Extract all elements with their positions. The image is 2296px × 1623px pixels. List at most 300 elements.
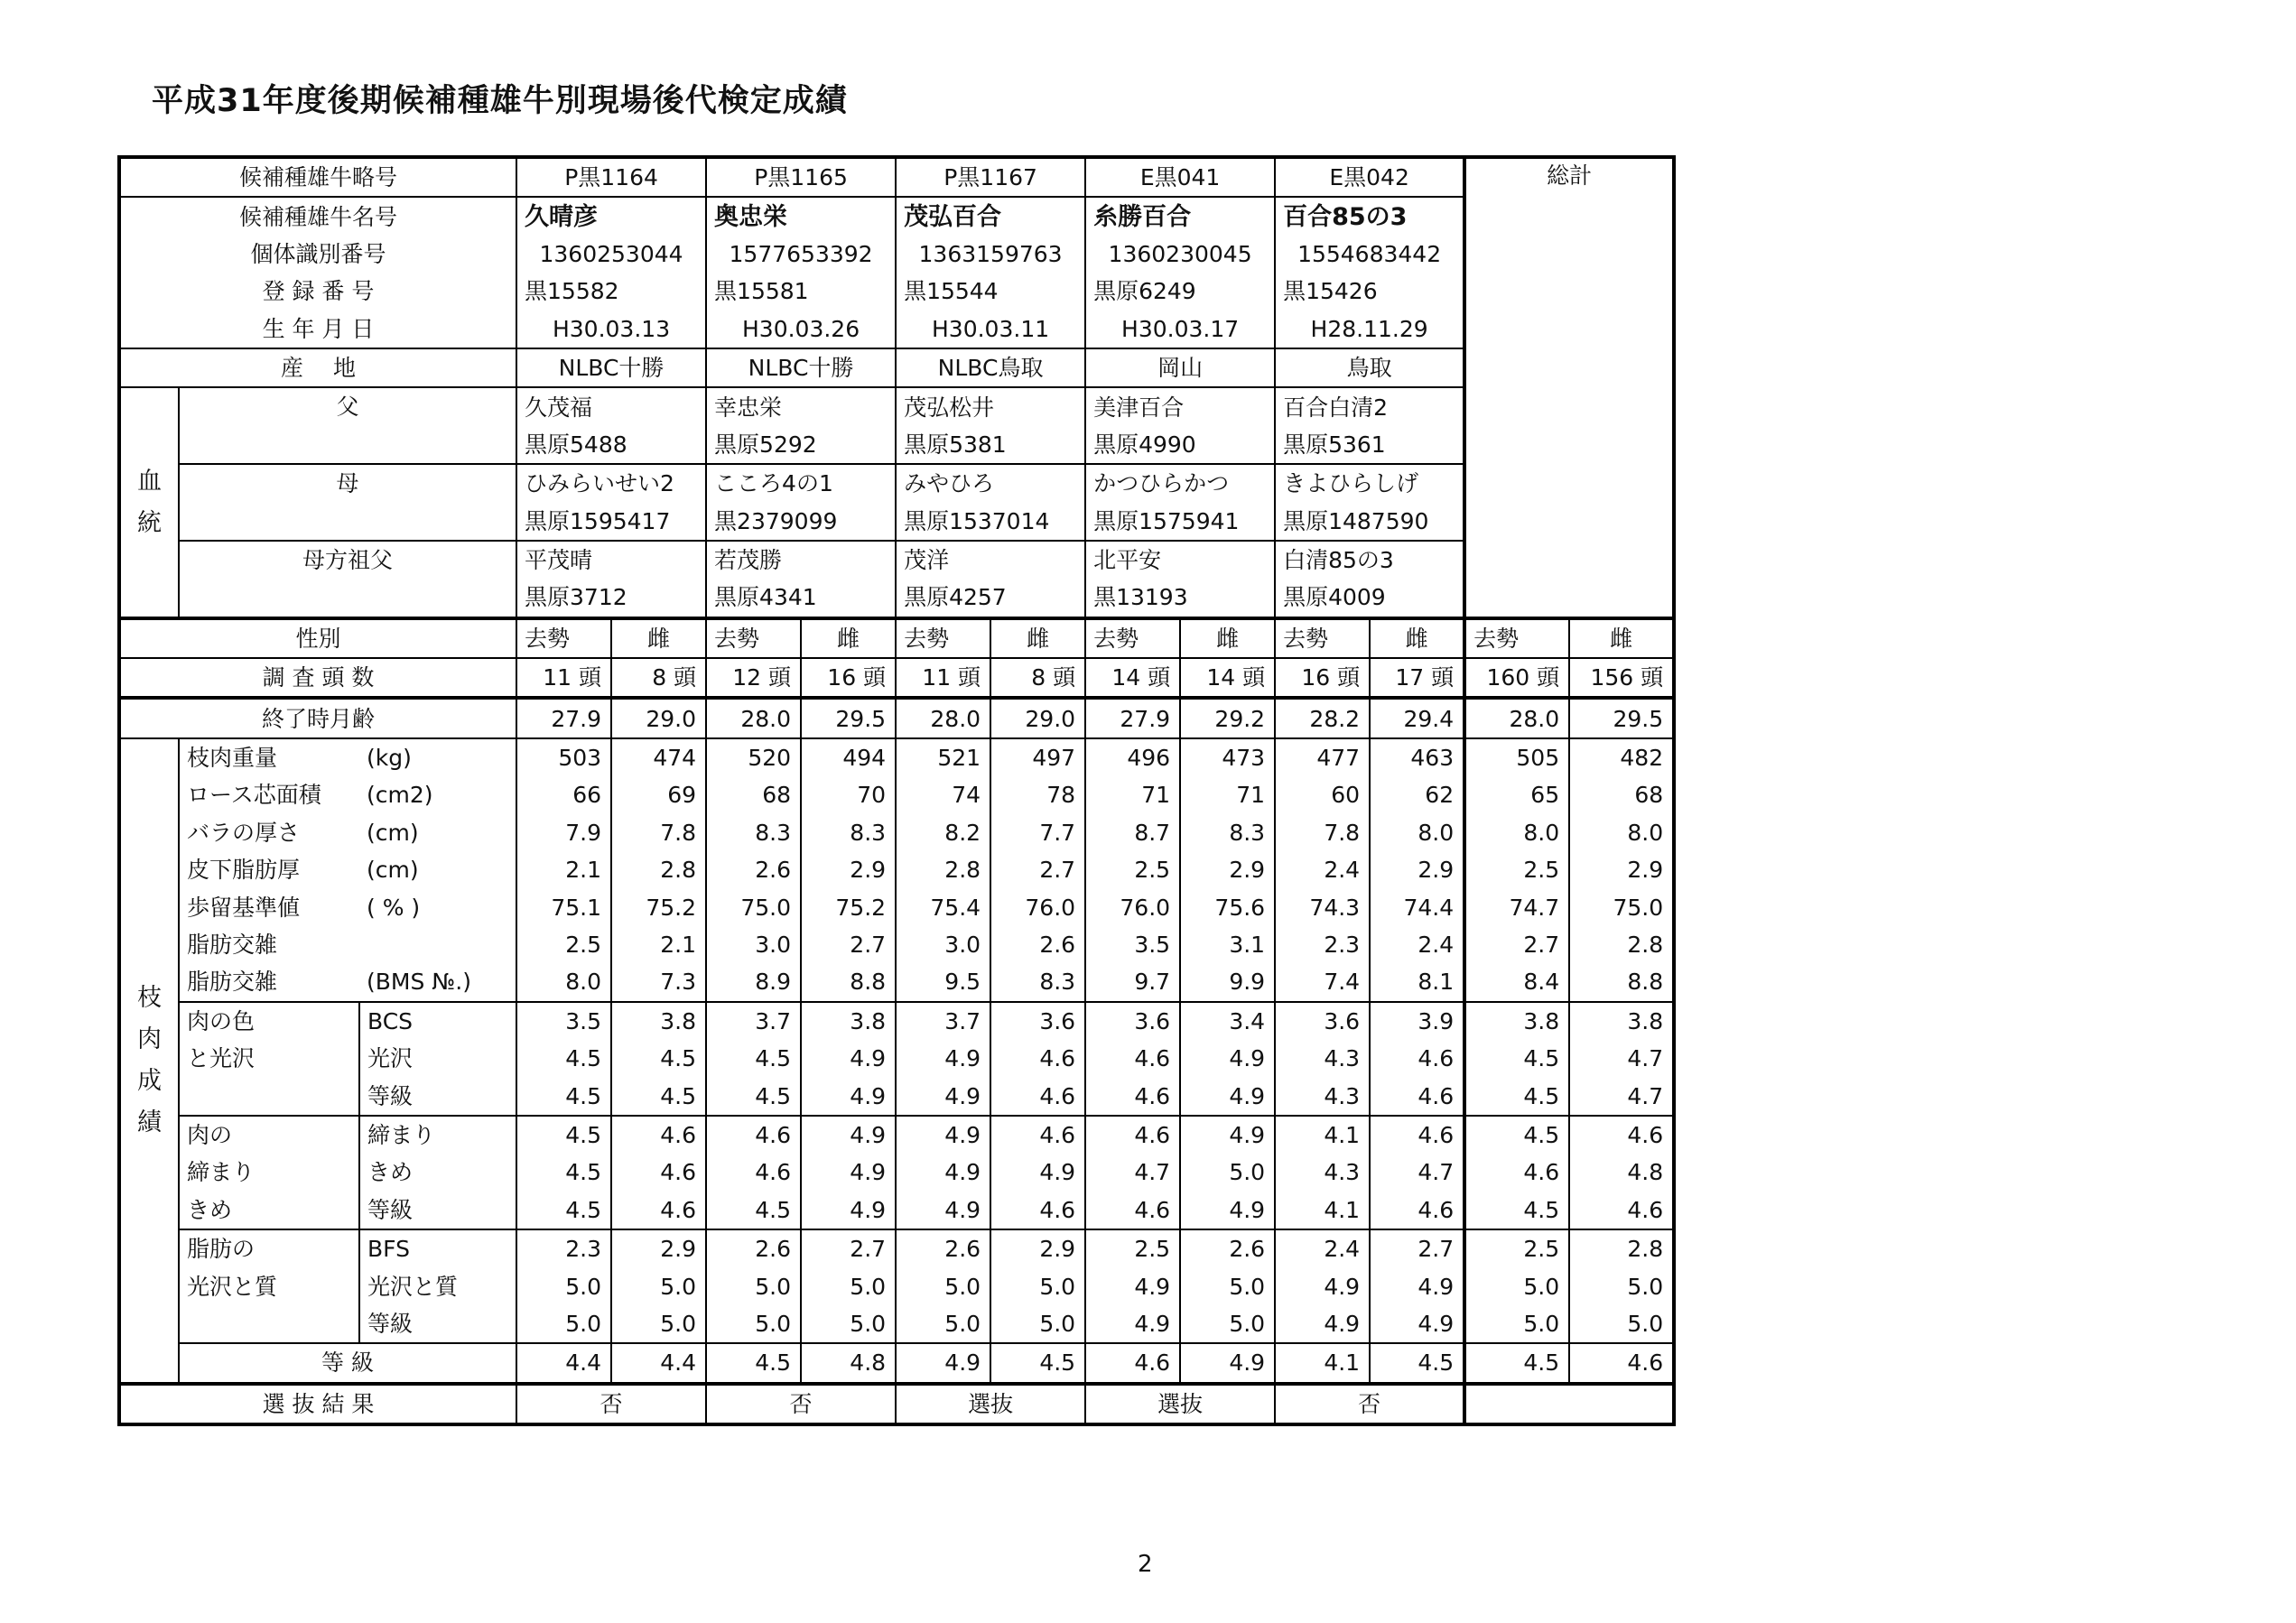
bull-mother: ひみらいせい2 bbox=[516, 464, 706, 502]
grade-overall-value: 4.4 bbox=[611, 1343, 706, 1383]
carcass-value: 68 bbox=[706, 776, 801, 813]
grade-group-label: 締まり bbox=[179, 1154, 359, 1191]
carcass-value: 9.5 bbox=[896, 963, 990, 1001]
grade-value: 3.8 bbox=[611, 1002, 706, 1040]
grade-value: 4.9 bbox=[896, 1040, 990, 1077]
grade-value: 4.5 bbox=[706, 1192, 801, 1229]
carcass-item-label: バラの厚さ bbox=[179, 814, 359, 851]
grade-value: 4.6 bbox=[1085, 1040, 1180, 1077]
carcass-value: 463 bbox=[1370, 738, 1464, 776]
grade-value: 4.9 bbox=[1370, 1267, 1464, 1304]
grade-value: 5.0 bbox=[1180, 1305, 1275, 1343]
bull-father: 幸忠栄 bbox=[706, 387, 896, 425]
grade-value: 4.5 bbox=[1464, 1116, 1569, 1154]
count-heifer: 14 頭 bbox=[1180, 658, 1275, 698]
bull-gfather_reg: 黒原4341 bbox=[706, 579, 896, 617]
grade-group-label bbox=[179, 1077, 359, 1115]
sex-heifer: 雌 bbox=[611, 618, 706, 658]
lineage-father-label: 父 bbox=[179, 387, 516, 464]
grade-value: 3.8 bbox=[1464, 1002, 1569, 1040]
grade-value: 4.5 bbox=[516, 1192, 611, 1229]
carcass-value: 8.3 bbox=[801, 814, 896, 851]
grade-sub-label: きめ bbox=[359, 1154, 516, 1191]
sex-castrated: 去勢 bbox=[1275, 618, 1370, 658]
carcass-value: 75.2 bbox=[611, 888, 706, 925]
sex-heifer: 雌 bbox=[1180, 618, 1275, 658]
grade-group-label: 肉の色 bbox=[179, 1002, 359, 1040]
bull-gfather_reg: 黒原4257 bbox=[896, 579, 1085, 617]
bull-father: 百合白清2 bbox=[1275, 387, 1464, 425]
grade-value: 4.7 bbox=[1085, 1154, 1180, 1191]
carcass-value: 2.9 bbox=[1370, 851, 1464, 888]
grade-value: 3.5 bbox=[516, 1002, 611, 1040]
bull-reg: 黒15582 bbox=[516, 273, 706, 310]
carcass-value: 8.0 bbox=[1464, 814, 1569, 851]
grade-value: 4.6 bbox=[706, 1116, 801, 1154]
bull-abbrev: E黒042 bbox=[1275, 157, 1464, 197]
grade-value: 3.6 bbox=[1085, 1002, 1180, 1040]
carcass-item-unit: (kg) bbox=[359, 738, 516, 776]
carcass-value: 7.9 bbox=[516, 814, 611, 851]
bull-gfather: 茂洋 bbox=[896, 541, 1085, 579]
carcass-value: 2.6 bbox=[706, 851, 801, 888]
grade-value: 4.6 bbox=[1569, 1116, 1674, 1154]
grade-value: 5.0 bbox=[1464, 1305, 1569, 1343]
grade-value: 4.6 bbox=[1370, 1116, 1464, 1154]
bull-name: 糸勝百合 bbox=[1085, 197, 1275, 235]
grade-sub-label: 締まり bbox=[359, 1116, 516, 1154]
label-count: 調 査 頭 数 bbox=[119, 658, 516, 698]
sex-castrated: 去勢 bbox=[896, 618, 990, 658]
carcass-value: 2.8 bbox=[1569, 926, 1674, 963]
count-castrated: 11 頭 bbox=[516, 658, 611, 698]
grade-value: 4.1 bbox=[1275, 1116, 1370, 1154]
grade-value: 4.6 bbox=[990, 1040, 1085, 1077]
grade-sub-label: 等級 bbox=[359, 1192, 516, 1229]
grade-value: 4.5 bbox=[1464, 1040, 1569, 1077]
label-id: 個体識別番号 bbox=[119, 236, 516, 273]
grade-group-label: 脂肪の bbox=[179, 1229, 359, 1267]
grade-value: 2.7 bbox=[801, 1229, 896, 1267]
grade-value: 4.9 bbox=[1085, 1305, 1180, 1343]
grade-value: 2.9 bbox=[611, 1229, 706, 1267]
grade-value: 4.5 bbox=[1464, 1192, 1569, 1229]
label-sex: 性別 bbox=[119, 618, 516, 658]
carcass-value: 75.2 bbox=[801, 888, 896, 925]
carcass-value: 3.1 bbox=[1180, 926, 1275, 963]
grade-value: 2.6 bbox=[1180, 1229, 1275, 1267]
page-number: 2 bbox=[1138, 1551, 1153, 1578]
bull-mother_reg: 黒原1537014 bbox=[896, 503, 1085, 541]
grade-sub-label: BCS bbox=[359, 1002, 516, 1040]
grade-value: 5.0 bbox=[801, 1267, 896, 1304]
grade-overall-value: 4.9 bbox=[1180, 1343, 1275, 1383]
label-abbrev: 候補種雄牛略号 bbox=[119, 157, 516, 197]
carcass-value: 2.1 bbox=[516, 851, 611, 888]
grade-value: 2.7 bbox=[1370, 1229, 1464, 1267]
carcass-value: 2.1 bbox=[611, 926, 706, 963]
carcass-value: 473 bbox=[1180, 738, 1275, 776]
bull-name: 久晴彦 bbox=[516, 197, 706, 235]
grade-value: 4.9 bbox=[801, 1154, 896, 1191]
bull-mother_reg: 黒原1595417 bbox=[516, 503, 706, 541]
grade-value: 2.6 bbox=[706, 1229, 801, 1267]
carcass-value: 8.0 bbox=[516, 963, 611, 1001]
grade-value: 5.0 bbox=[1464, 1267, 1569, 1304]
grade-value: 4.9 bbox=[896, 1154, 990, 1191]
age-heifer: 29.4 bbox=[1370, 698, 1464, 737]
carcass-value: 65 bbox=[1464, 776, 1569, 813]
grade-value: 3.4 bbox=[1180, 1002, 1275, 1040]
carcass-value: 74.7 bbox=[1464, 888, 1569, 925]
carcass-item-label: 皮下脂肪厚 bbox=[179, 851, 359, 888]
lineage-label-char: 統 bbox=[137, 508, 162, 537]
count-castrated-total: 160 頭 bbox=[1464, 658, 1569, 698]
grade-value: 4.6 bbox=[1370, 1192, 1464, 1229]
grade-group-label: と光沢 bbox=[179, 1040, 359, 1077]
bull-reg: 黒15581 bbox=[706, 273, 896, 310]
grade-value: 4.6 bbox=[1085, 1192, 1180, 1229]
carcass-value: 9.9 bbox=[1180, 963, 1275, 1001]
carcass-value: 8.8 bbox=[801, 963, 896, 1001]
age-castrated: 27.9 bbox=[516, 698, 611, 737]
grade-value: 3.9 bbox=[1370, 1002, 1464, 1040]
carcass-value: 74.4 bbox=[1370, 888, 1464, 925]
grade-value: 5.0 bbox=[1569, 1305, 1674, 1343]
carcass-value: 2.9 bbox=[801, 851, 896, 888]
grade-value: 4.1 bbox=[1275, 1192, 1370, 1229]
sex-castrated: 去勢 bbox=[1085, 618, 1180, 658]
grade-group-label: きめ bbox=[179, 1192, 359, 1229]
count-castrated: 14 頭 bbox=[1085, 658, 1180, 698]
carcass-value: 8.7 bbox=[1085, 814, 1180, 851]
carcass-value: 2.6 bbox=[990, 926, 1085, 963]
count-heifer: 16 頭 bbox=[801, 658, 896, 698]
grade-value: 4.7 bbox=[1569, 1040, 1674, 1077]
grade-value: 4.7 bbox=[1569, 1077, 1674, 1115]
bull-mother: こころ4の1 bbox=[706, 464, 896, 502]
selection-result: 否 bbox=[706, 1384, 896, 1424]
carcass-value: 2.8 bbox=[611, 851, 706, 888]
carcass-value: 75.4 bbox=[896, 888, 990, 925]
grade-value: 2.3 bbox=[516, 1229, 611, 1267]
grade-value: 5.0 bbox=[896, 1267, 990, 1304]
grade-value: 4.9 bbox=[801, 1116, 896, 1154]
grade-value: 4.9 bbox=[1180, 1192, 1275, 1229]
grade-value: 3.7 bbox=[896, 1002, 990, 1040]
total-header: 総計 bbox=[1464, 157, 1674, 618]
lineage-gfather-label: 母方祖父 bbox=[179, 541, 516, 618]
carcass-value: 2.5 bbox=[1464, 851, 1569, 888]
carcass-side-char: 枝 bbox=[137, 983, 162, 1012]
grade-value: 4.6 bbox=[1370, 1077, 1464, 1115]
grade-value: 5.0 bbox=[611, 1267, 706, 1304]
sex-castrated: 去勢 bbox=[516, 618, 611, 658]
carcass-value: 8.3 bbox=[706, 814, 801, 851]
grade-value: 3.8 bbox=[801, 1002, 896, 1040]
sex-heifer: 雌 bbox=[1569, 618, 1674, 658]
carcass-value: 76.0 bbox=[990, 888, 1085, 925]
grade-value: 3.8 bbox=[1569, 1002, 1674, 1040]
age-heifer: 29.2 bbox=[1180, 698, 1275, 737]
grade-value: 4.9 bbox=[1180, 1040, 1275, 1077]
bull-origin: NLBC十勝 bbox=[706, 348, 896, 387]
grade-value: 4.9 bbox=[896, 1192, 990, 1229]
carcass-value: 60 bbox=[1275, 776, 1370, 813]
bull-gfather_reg: 黒13193 bbox=[1085, 579, 1275, 617]
bull-father_reg: 黒原5381 bbox=[896, 426, 1085, 464]
carcass-value: 520 bbox=[706, 738, 801, 776]
bull-reg: 黒15544 bbox=[896, 273, 1085, 310]
selection-result: 否 bbox=[1275, 1384, 1464, 1424]
carcass-value: 477 bbox=[1275, 738, 1370, 776]
bull-mother: きよひらしげ bbox=[1275, 464, 1464, 502]
count-castrated: 16 頭 bbox=[1275, 658, 1370, 698]
bull-father_reg: 黒原5292 bbox=[706, 426, 896, 464]
selection-result: 選抜 bbox=[896, 1384, 1085, 1424]
bull-abbrev: P黒1165 bbox=[706, 157, 896, 197]
grade-value: 4.5 bbox=[516, 1116, 611, 1154]
sex-heifer: 雌 bbox=[1370, 618, 1464, 658]
carcass-value: 2.5 bbox=[1085, 851, 1180, 888]
grade-value: 2.5 bbox=[1085, 1229, 1180, 1267]
carcass-value: 2.3 bbox=[1275, 926, 1370, 963]
carcass-value: 7.3 bbox=[611, 963, 706, 1001]
grade-group-label bbox=[179, 1305, 359, 1343]
bull-mother: かつひらかつ bbox=[1085, 464, 1275, 502]
carcass-value: 3.0 bbox=[896, 926, 990, 963]
grade-value: 5.0 bbox=[611, 1305, 706, 1343]
carcass-value: 78 bbox=[990, 776, 1085, 813]
age-castrated: 28.2 bbox=[1275, 698, 1370, 737]
grade-value: 4.9 bbox=[1275, 1305, 1370, 1343]
carcass-value: 71 bbox=[1180, 776, 1275, 813]
grade-value: 4.9 bbox=[896, 1116, 990, 1154]
grade-overall-value: 4.8 bbox=[801, 1343, 896, 1383]
grade-value: 4.6 bbox=[990, 1077, 1085, 1115]
label-grade: 等 級 bbox=[179, 1343, 516, 1383]
carcass-value: 75.0 bbox=[1569, 888, 1674, 925]
bull-mother: みやひろ bbox=[896, 464, 1085, 502]
carcass-value: 497 bbox=[990, 738, 1085, 776]
grade-value: 3.7 bbox=[706, 1002, 801, 1040]
bull-birth: H30.03.13 bbox=[516, 311, 706, 348]
carcass-value: 68 bbox=[1569, 776, 1674, 813]
carcass-value: 2.4 bbox=[1370, 926, 1464, 963]
carcass-value: 2.7 bbox=[1464, 926, 1569, 963]
age-heifer: 29.0 bbox=[611, 698, 706, 737]
carcass-value: 505 bbox=[1464, 738, 1569, 776]
bull-origin: NLBC十勝 bbox=[516, 348, 706, 387]
carcass-value: 76.0 bbox=[1085, 888, 1180, 925]
bull-father_reg: 黒原4990 bbox=[1085, 426, 1275, 464]
carcass-value: 8.3 bbox=[1180, 814, 1275, 851]
grade-value: 4.5 bbox=[516, 1077, 611, 1115]
bull-name: 茂弘百合 bbox=[896, 197, 1085, 235]
grade-value: 4.5 bbox=[611, 1077, 706, 1115]
grade-value: 4.5 bbox=[1464, 1077, 1569, 1115]
carcass-side-char: 績 bbox=[137, 1108, 162, 1136]
bull-gfather: 北平安 bbox=[1085, 541, 1275, 579]
bull-mother_reg: 黒2379099 bbox=[706, 503, 896, 541]
grade-value: 5.0 bbox=[706, 1305, 801, 1343]
grade-value: 2.4 bbox=[1275, 1229, 1370, 1267]
bull-birth: H30.03.11 bbox=[896, 311, 1085, 348]
carcass-value: 2.9 bbox=[1569, 851, 1674, 888]
bull-id: 1363159763 bbox=[896, 236, 1085, 273]
lineage-label: 血 bbox=[137, 467, 162, 496]
carcass-value: 2.4 bbox=[1275, 851, 1370, 888]
grade-value: 4.6 bbox=[1085, 1116, 1180, 1154]
age-castrated-total: 28.0 bbox=[1464, 698, 1569, 737]
carcass-item-label: ロース芯面積 bbox=[179, 776, 359, 813]
grade-value: 4.7 bbox=[1370, 1154, 1464, 1191]
grade-value: 4.9 bbox=[801, 1192, 896, 1229]
lineage-mother-label: 母 bbox=[179, 464, 516, 541]
label-selection: 選 抜 結 果 bbox=[119, 1384, 516, 1424]
bull-gfather_reg: 黒原4009 bbox=[1275, 579, 1464, 617]
carcass-value: 2.8 bbox=[896, 851, 990, 888]
grade-group-label: 肉の bbox=[179, 1116, 359, 1154]
grade-value: 5.0 bbox=[1180, 1154, 1275, 1191]
sex-castrated: 去勢 bbox=[1464, 618, 1569, 658]
bull-father_reg: 黒原5361 bbox=[1275, 426, 1464, 464]
grade-value: 3.6 bbox=[1275, 1002, 1370, 1040]
grade-value: 2.5 bbox=[1464, 1229, 1569, 1267]
grade-sub-label: 光沢と質 bbox=[359, 1267, 516, 1304]
carcass-item-unit: (BMS №.) bbox=[359, 963, 516, 1001]
bull-name: 奥忠栄 bbox=[706, 197, 896, 235]
grade-sub-label: 光沢 bbox=[359, 1040, 516, 1077]
bull-origin: 岡山 bbox=[1085, 348, 1275, 387]
grade-value: 4.6 bbox=[1085, 1077, 1180, 1115]
age-heifer: 29.5 bbox=[801, 698, 896, 737]
grade-value: 4.5 bbox=[611, 1040, 706, 1077]
carcass-side-char: 肉 bbox=[137, 1025, 162, 1053]
carcass-item-unit: (cm) bbox=[359, 851, 516, 888]
grade-value: 2.6 bbox=[896, 1229, 990, 1267]
grade-value: 4.6 bbox=[1370, 1040, 1464, 1077]
grade-value: 4.9 bbox=[1085, 1267, 1180, 1304]
grade-value: 4.6 bbox=[706, 1154, 801, 1191]
carcass-value: 482 bbox=[1569, 738, 1674, 776]
selection-result: 否 bbox=[516, 1384, 706, 1424]
grade-value: 4.8 bbox=[1569, 1154, 1674, 1191]
bull-mother_reg: 黒原1575941 bbox=[1085, 503, 1275, 541]
sex-heifer: 雌 bbox=[801, 618, 896, 658]
bull-father_reg: 黒原5488 bbox=[516, 426, 706, 464]
carcass-value: 66 bbox=[516, 776, 611, 813]
page-title: 平成31年度後期候補種雄牛別現場後代検定成績 bbox=[152, 83, 848, 119]
carcass-value: 474 bbox=[611, 738, 706, 776]
grade-value: 4.5 bbox=[706, 1040, 801, 1077]
grade-value: 4.5 bbox=[516, 1154, 611, 1191]
grade-value: 4.9 bbox=[990, 1154, 1085, 1191]
grade-value: 5.0 bbox=[516, 1305, 611, 1343]
carcass-value: 8.8 bbox=[1569, 963, 1674, 1001]
count-castrated: 12 頭 bbox=[706, 658, 801, 698]
carcass-value: 8.9 bbox=[706, 963, 801, 1001]
count-heifer-total: 156 頭 bbox=[1569, 658, 1674, 698]
carcass-value: 521 bbox=[896, 738, 990, 776]
label-origin: 産 地 bbox=[119, 348, 516, 387]
grade-overall-value: 4.5 bbox=[706, 1343, 801, 1383]
age-castrated: 27.9 bbox=[1085, 698, 1180, 737]
grade-value: 4.6 bbox=[1569, 1192, 1674, 1229]
carcass-item-label: 脂肪交雑 bbox=[179, 963, 359, 1001]
bull-id: 1360230045 bbox=[1085, 236, 1275, 273]
carcass-value: 62 bbox=[1370, 776, 1464, 813]
grade-sub-label: BFS bbox=[359, 1229, 516, 1267]
bull-gfather: 白清85の3 bbox=[1275, 541, 1464, 579]
grade-value: 4.6 bbox=[611, 1154, 706, 1191]
grade-value: 4.5 bbox=[516, 1040, 611, 1077]
grade-value: 4.9 bbox=[1275, 1267, 1370, 1304]
bull-abbrev: P黒1167 bbox=[896, 157, 1085, 197]
grade-value: 4.9 bbox=[1370, 1305, 1464, 1343]
carcass-value: 75.6 bbox=[1180, 888, 1275, 925]
carcass-value: 75.0 bbox=[706, 888, 801, 925]
grade-value: 5.0 bbox=[1180, 1267, 1275, 1304]
carcass-item-unit: ( % ) bbox=[359, 888, 516, 925]
grade-value: 5.0 bbox=[516, 1267, 611, 1304]
count-heifer: 8 頭 bbox=[611, 658, 706, 698]
carcass-item-unit: (cm) bbox=[359, 814, 516, 851]
age-castrated: 28.0 bbox=[706, 698, 801, 737]
bull-father: 美津百合 bbox=[1085, 387, 1275, 425]
carcass-value: 7.8 bbox=[611, 814, 706, 851]
count-heifer: 17 頭 bbox=[1370, 658, 1464, 698]
grade-value: 4.6 bbox=[611, 1116, 706, 1154]
grade-value: 5.0 bbox=[990, 1305, 1085, 1343]
grade-group-label: 光沢と質 bbox=[179, 1267, 359, 1304]
grade-overall-value: 4.5 bbox=[1464, 1343, 1569, 1383]
bull-origin: NLBC鳥取 bbox=[896, 348, 1085, 387]
bull-father: 茂弘松井 bbox=[896, 387, 1085, 425]
grade-value: 4.6 bbox=[990, 1116, 1085, 1154]
carcass-value: 75.1 bbox=[516, 888, 611, 925]
carcass-value: 494 bbox=[801, 738, 896, 776]
bull-gfather: 平茂晴 bbox=[516, 541, 706, 579]
grade-value: 5.0 bbox=[896, 1305, 990, 1343]
grade-overall-value: 4.6 bbox=[1569, 1343, 1674, 1383]
selection-result: 選抜 bbox=[1085, 1384, 1275, 1424]
carcass-value: 2.9 bbox=[1180, 851, 1275, 888]
carcass-item-label: 歩留基準値 bbox=[179, 888, 359, 925]
carcass-item-unit bbox=[359, 926, 516, 963]
grade-value: 5.0 bbox=[990, 1267, 1085, 1304]
carcass-value: 8.0 bbox=[1370, 814, 1464, 851]
carcass-value: 70 bbox=[801, 776, 896, 813]
bull-reg: 黒15426 bbox=[1275, 273, 1464, 310]
carcass-value: 496 bbox=[1085, 738, 1180, 776]
label-name: 候補種雄牛名号 bbox=[119, 197, 516, 235]
carcass-value: 74 bbox=[896, 776, 990, 813]
grade-value: 4.6 bbox=[990, 1192, 1085, 1229]
grade-value: 5.0 bbox=[801, 1305, 896, 1343]
bull-abbrev: E黒041 bbox=[1085, 157, 1275, 197]
bull-id: 1360253044 bbox=[516, 236, 706, 273]
carcass-item-label: 脂肪交雑 bbox=[179, 926, 359, 963]
grade-overall-value: 4.5 bbox=[990, 1343, 1085, 1383]
bull-abbrev: P黒1164 bbox=[516, 157, 706, 197]
sex-castrated: 去勢 bbox=[706, 618, 801, 658]
grade-sub-label: 等級 bbox=[359, 1077, 516, 1115]
bull-birth: H30.03.17 bbox=[1085, 311, 1275, 348]
bull-id: 1577653392 bbox=[706, 236, 896, 273]
carcass-value: 8.1 bbox=[1370, 963, 1464, 1001]
carcass-value: 7.4 bbox=[1275, 963, 1370, 1001]
